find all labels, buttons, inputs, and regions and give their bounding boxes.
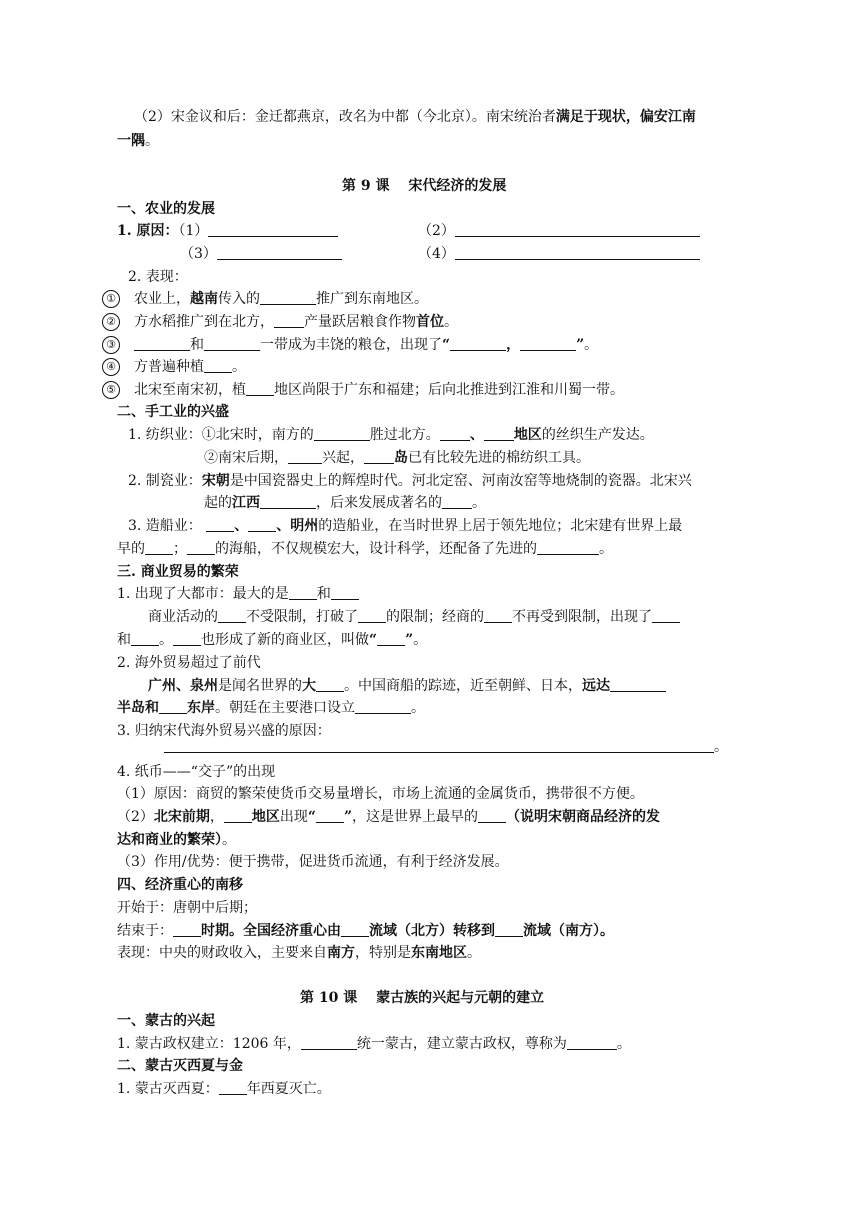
blank	[355, 699, 411, 714]
blank	[260, 494, 316, 509]
blank	[206, 517, 234, 532]
commerce-line-1: 1. 出现了大都市：最大的是 和	[117, 585, 359, 603]
section-agriculture: 一、农业的发展	[117, 201, 215, 217]
lesson9-title: 第 9 课 宋代经济的发展	[342, 178, 507, 194]
blank	[145, 540, 173, 555]
blank	[204, 336, 260, 351]
mongol-line-1: 1. 蒙古政权建立：1206 年， 统一蒙古，建立蒙古政权，尊称为 。	[117, 1036, 631, 1052]
item-number: ①	[102, 290, 120, 308]
blank	[204, 358, 232, 373]
textile-line-2: ②南宋后期， 兴起， 岛已有比较先进的棉纺织工具。	[204, 450, 590, 466]
blank	[246, 381, 274, 396]
blank	[364, 449, 394, 464]
blank	[341, 922, 369, 937]
blank	[301, 1035, 357, 1050]
commerce-line-9: 4. 纸币——“交子”的出现	[117, 764, 276, 780]
lesson10-title: 第 10 课 蒙古族的兴起与元朝的建立	[300, 990, 545, 1006]
blank	[217, 245, 342, 260]
commerce-line-12: 达和商业的繁荣）。	[117, 832, 236, 848]
blank	[289, 585, 317, 600]
blank	[377, 631, 405, 646]
blank	[288, 449, 322, 464]
blank	[450, 336, 506, 351]
blank	[274, 313, 304, 328]
blank	[314, 426, 370, 441]
blank	[537, 540, 599, 555]
commerce-answer-line: 。	[164, 738, 728, 756]
blank	[610, 677, 666, 692]
blank	[260, 290, 316, 305]
item-number: ②	[102, 313, 120, 331]
blank	[567, 1035, 617, 1050]
commerce-line-13: （3）作用/优势：便于携带，促进货币流通，有利于经济发展。	[117, 854, 509, 870]
blank	[478, 808, 506, 823]
economic-line-3: 表现：中央的财政收入，主要来自南方，特别是东南地区。	[117, 945, 481, 961]
commerce-line-3: 和 。 也形成了新的商业区，叫做“ ”。	[117, 632, 428, 648]
reason-3: （3）	[180, 245, 342, 263]
economic-line-1: 开始于：唐朝中后期；	[117, 900, 257, 916]
blank	[455, 222, 700, 237]
section-mongol-rise: 一、蒙古的兴起	[117, 1013, 215, 1029]
blank	[248, 517, 276, 532]
shipbuilding-line-1: 3. 造船业： 、 、明州的造船业，在当时世界上居于领先地位；北宋建有世界上最	[128, 518, 683, 534]
blank	[520, 336, 576, 351]
blank	[484, 426, 514, 441]
blank	[218, 608, 246, 623]
blank	[173, 922, 201, 937]
textile-line-1: 1. 纺织业：①北宋时，南方的 胜过北方。 、 地区的丝织生产发达。	[128, 427, 654, 443]
item-2: 方水稻推广到在北方， 产量跃居粮食作物首位。	[134, 314, 458, 330]
blank	[440, 426, 470, 441]
reason-4: （4）	[418, 245, 700, 263]
section-commerce: 三. 商业贸易的繁荣	[117, 564, 239, 580]
item-5: 北宋至南宋初，植 地区尚限于广东和福建；后向北推进到江淮和川蜀一带。	[134, 382, 624, 398]
item-number: ⑤	[102, 381, 120, 399]
porcelain-line-2: 起的江西 ，后来发展成著名的 。	[204, 495, 486, 511]
blank	[173, 631, 201, 646]
porcelain-line-1: 2. 制瓷业：宋朝是中国瓷器史上的辉煌时代。河北定窑、河南汝窑等地烧制的瓷器。北宋兴	[128, 473, 692, 489]
section-economic-center: 四、经济重心的南移	[117, 877, 243, 893]
intro-line-2: 一隅。	[117, 133, 159, 149]
reason-line-1: 1. 原因：（1）	[117, 222, 338, 240]
blank	[164, 738, 714, 753]
blank	[484, 608, 512, 623]
item-4: 方普遍种植 。	[134, 359, 246, 375]
item-3: 和 一带成为丰饶的粮仓，出现了“ ， ”。	[134, 336, 598, 354]
commerce-line-4: 2. 海外贸易超过了前代	[117, 655, 261, 671]
blank	[652, 608, 680, 623]
blank	[224, 808, 252, 823]
commerce-line-5: 广州、泉州是闻名世界的大 。中国商船的踪迹，近至朝鲜、日本，远达	[148, 677, 666, 695]
blank	[131, 631, 159, 646]
item-number: ③	[102, 336, 120, 354]
item-number: ④	[102, 358, 120, 376]
section-handicraft: 二、手工业的兴盛	[117, 404, 229, 420]
blank	[134, 336, 190, 351]
section-mongol-conquest: 二、蒙古灭西夏与金	[117, 1058, 243, 1074]
commerce-line-2: 商业活动的 不受限制，打破了 的限制；经商的 不再受到限制，出现了	[148, 608, 680, 626]
commerce-line-11: （2）北宋前期， 地区出现“ ”，这是世界上最早的 （说明宋朝商品经济的发	[117, 809, 661, 825]
blank	[208, 222, 338, 237]
commerce-line-6: 半岛和 东岸。朝廷在主要港口设立 。	[117, 700, 425, 716]
blank	[316, 677, 344, 692]
reason-2: （2）	[418, 222, 700, 240]
commerce-line-7: 3. 归纳宋代海外贸易兴盛的原因：	[117, 723, 331, 739]
intro-line-1: （2）宋金议和后：金迁都燕京，改名为中都（今北京）。南宋统治者满足于现状，偏安江南	[134, 109, 696, 125]
blank	[331, 585, 359, 600]
blank	[159, 699, 187, 714]
blank	[455, 245, 700, 260]
commerce-line-10: （1）原因：商贸的繁荣使货币交易量增长，市场上流通的金属货币，携带很不方便。	[117, 786, 644, 802]
blank	[219, 1080, 247, 1095]
shipbuilding-line-2: 早的 ； 的海船，不仅规模宏大，设计科学，还配备了先进的 。	[117, 541, 613, 557]
blank	[187, 540, 215, 555]
blank	[358, 608, 386, 623]
item-1: 农业上，越南传入的 推广到东南地区。	[134, 291, 428, 307]
blank	[442, 494, 472, 509]
blank	[495, 922, 523, 937]
economic-line-2: 结束于： 时期。全国经济重心由 流域（北方）转移到 流域（南方）。	[117, 923, 614, 939]
performance-label: 2. 表现：	[128, 269, 188, 285]
blank	[316, 808, 344, 823]
mongol-line-2: 1. 蒙古灭西夏： 年西夏灭亡。	[117, 1081, 331, 1097]
